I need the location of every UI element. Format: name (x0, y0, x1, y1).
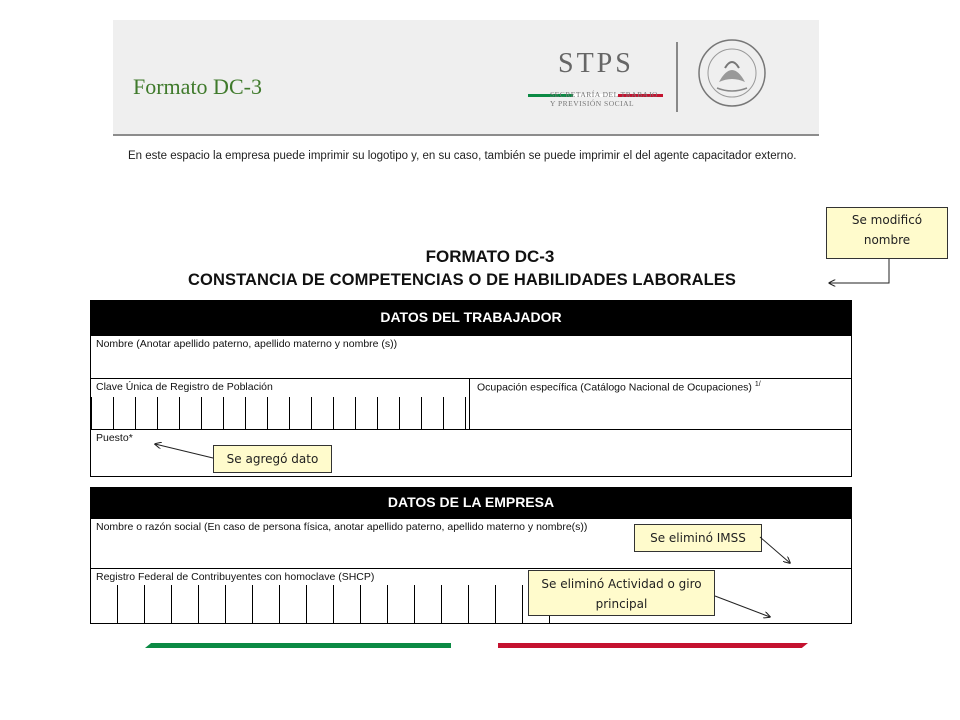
rfc-box[interactable] (495, 585, 522, 623)
curp-box[interactable] (245, 397, 267, 429)
company-name-label: Nombre o razón social (En caso de persona física, anotar apellido paterno, apellido materno y nombre(s)) (96, 521, 588, 533)
note-imss-removed: Se eliminó IMSS (634, 524, 762, 552)
curp-box[interactable] (201, 397, 223, 429)
worker-name-label: Nombre (Anotar apellido paterno, apellido materno y nombre (s)) (96, 338, 398, 350)
curp-box[interactable] (157, 397, 179, 429)
curp-box[interactable] (333, 397, 355, 429)
rfc-label: Registro Federal de Contribuyentes con homoclave (SHCP) (96, 571, 375, 583)
rfc-box[interactable] (171, 585, 198, 623)
note-activity-removed: Se eliminó Actividad o giro principal (528, 570, 715, 616)
rfc-box[interactable] (468, 585, 495, 623)
rfc-box[interactable] (225, 585, 252, 623)
rfc-box[interactable] (441, 585, 468, 623)
footer-red-bar (498, 643, 808, 648)
worker-curp-row (91, 378, 851, 429)
rfc-box[interactable] (117, 585, 144, 623)
company-section-heading: DATOS DE LA EMPRESA (91, 487, 851, 518)
curp-box[interactable] (135, 397, 157, 429)
rfc-box[interactable] (360, 585, 387, 623)
stps-logo-subtitle: SECRETARÍA DEL TRABAJO Y PREVISIÓN SOCIAL (550, 90, 658, 108)
curp-box[interactable] (443, 397, 465, 429)
note-added: Se agregó dato (213, 445, 332, 473)
curp-character-boxes[interactable] (91, 397, 487, 429)
logo-divider (676, 42, 678, 112)
document-title: Formato DC-3 (133, 74, 262, 99)
rfc-box[interactable] (306, 585, 333, 623)
company-rfc-row (91, 568, 851, 624)
rfc-box[interactable] (252, 585, 279, 623)
rfc-box[interactable] (387, 585, 414, 623)
header-band (113, 20, 819, 136)
curp-box[interactable] (465, 397, 487, 429)
curp-label: Clave Única de Registro de Población (96, 381, 273, 393)
curp-box[interactable] (113, 397, 135, 429)
position-label: Puesto* (96, 432, 133, 444)
stps-logo-stripe (528, 84, 664, 87)
worker-section-heading: DATOS DEL TRABAJADOR (91, 300, 851, 335)
curp-box[interactable] (355, 397, 377, 429)
occupation-label-text: Ocupación específica (Catálogo Nacional de Ocupaciones) (477, 381, 752, 394)
note-renamed: Se modificó nombre (826, 207, 948, 259)
curp-box[interactable] (311, 397, 333, 429)
curp-box[interactable] (223, 397, 245, 429)
footer-green-bar (145, 643, 451, 648)
curp-box[interactable] (377, 397, 399, 429)
rfc-box[interactable] (333, 585, 360, 623)
rfc-box[interactable] (198, 585, 225, 623)
worker-name-row[interactable] (91, 335, 851, 378)
occupation-footnote: 1/ (754, 381, 761, 388)
curp-box[interactable] (421, 397, 443, 429)
rfc-box[interactable] (279, 585, 306, 623)
form-subtitle: CONSTANCIA DE COMPETENCIAS O DE HABILIDADES LABORALES (188, 271, 736, 289)
mexico-seal-icon (697, 38, 767, 108)
stps-logo-text: STPS (558, 48, 634, 79)
rfc-box[interactable] (414, 585, 441, 623)
curp-box[interactable] (91, 397, 113, 429)
curp-box[interactable] (179, 397, 201, 429)
curp-box[interactable] (267, 397, 289, 429)
occupation-label (477, 381, 761, 394)
worker-section (90, 300, 852, 477)
form-title: FORMATO DC-3 (425, 247, 555, 266)
intro-text: En este espacio la empresa puede imprimir su logotipo y, en su caso, también se puede imprimir el del agente capacitador externo. (128, 150, 797, 162)
company-section (90, 487, 852, 624)
stps-logo (528, 48, 668, 118)
curp-box[interactable] (399, 397, 421, 429)
rfc-box[interactable] (144, 585, 171, 623)
rfc-character-boxes[interactable] (117, 585, 576, 623)
curp-box[interactable] (289, 397, 311, 429)
worker-position-row[interactable] (91, 429, 851, 477)
